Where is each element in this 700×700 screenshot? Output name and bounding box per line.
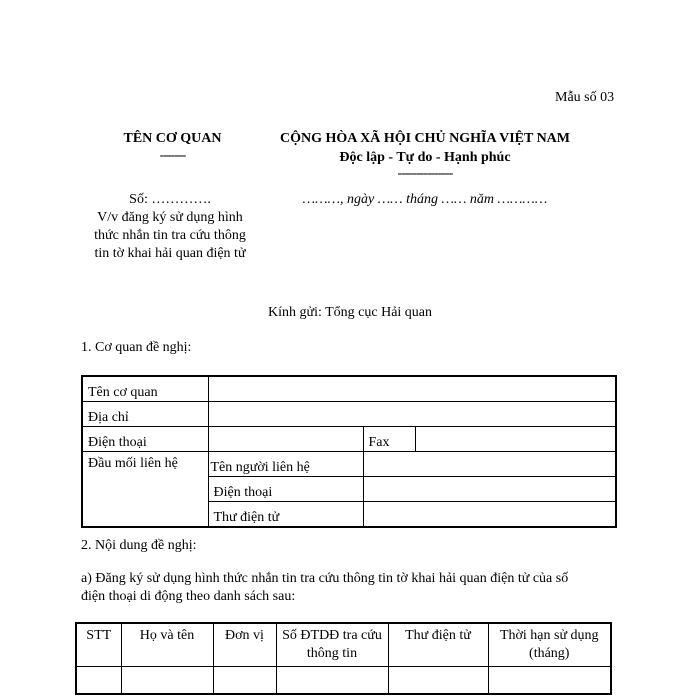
- contact-phone-value[interactable]: [363, 477, 616, 502]
- agency-name-value[interactable]: [208, 376, 616, 402]
- contact-label: Đầu mối liên hệ: [82, 452, 208, 528]
- contact-email-value[interactable]: [363, 502, 616, 528]
- cell-duration[interactable]: [488, 667, 611, 695]
- column-header-full-name: Họ và tên: [121, 623, 213, 667]
- column-header-duration: Thời hạn sử dụng (tháng): [488, 623, 611, 667]
- contact-name-label: Tên người liên hệ: [208, 452, 363, 477]
- phone-label: Điện thoại: [82, 427, 208, 452]
- place-date: ………, ngày …… tháng …… năm …………: [302, 192, 548, 207]
- national-motto: Độc lập - Tự do - Hạnh phúc: [339, 150, 511, 165]
- section-1-title: 1. Cơ quan đề nghị:: [81, 340, 192, 355]
- phone-list-table: [75, 622, 612, 695]
- cell-stt[interactable]: [76, 667, 121, 695]
- address-label: Địa chỉ: [82, 402, 208, 427]
- cell-full-name[interactable]: [121, 667, 213, 695]
- table-row: [76, 667, 611, 695]
- section-2-title: 2. Nội dung đề nghị:: [81, 538, 197, 553]
- column-header-stt: STT: [76, 623, 121, 667]
- phone-value[interactable]: [208, 427, 363, 452]
- table-row: [82, 376, 616, 402]
- cell-unit[interactable]: [213, 667, 276, 695]
- subject-line-2: thức nhắn tin tra cứu thông: [94, 228, 246, 243]
- salutation: Kính gửi: Tổng cục Hải quan: [267, 305, 433, 320]
- contact-email-label: Thư điện tử: [208, 502, 363, 528]
- contact-name-value[interactable]: [363, 452, 616, 477]
- fax-label: Fax: [363, 427, 415, 452]
- address-value[interactable]: [208, 402, 616, 427]
- request-paragraph-line-2: điện thoại di động theo danh sách sau:: [81, 589, 296, 604]
- form-number: Mẫu số 03: [555, 90, 615, 105]
- contact-phone-label: Điện thoại: [208, 477, 363, 502]
- agency-name-label: Tên cơ quan: [82, 376, 208, 402]
- table-row: [82, 452, 616, 477]
- column-header-email: Thư điện tử: [388, 623, 488, 667]
- cell-email[interactable]: [388, 667, 488, 695]
- agency-info-table: [81, 375, 617, 528]
- table-header-row: [76, 623, 611, 667]
- motto-rule: ---------------: [397, 166, 453, 181]
- cell-mobile-number[interactable]: [276, 667, 388, 695]
- agency-name: TÊN CƠ QUAN: [123, 131, 222, 146]
- column-header-mobile-number: Số ĐTDĐ tra cứu thông tin: [276, 623, 388, 667]
- subject-line-3: tin tờ khai hải quan điện tử: [94, 246, 246, 261]
- document-number: Số: ………….: [129, 192, 211, 207]
- subject-line-1: V/v đăng ký sử dụng hình: [97, 210, 243, 225]
- fax-value[interactable]: [415, 427, 616, 452]
- national-title: CỘNG HÒA XÃ HỘI CHỦ NGHĨA VIỆT NAM: [279, 131, 570, 146]
- table-row: [82, 427, 616, 452]
- agency-rule: -------: [159, 148, 186, 163]
- request-paragraph-line-1: a) Đăng ký sử dụng hình thức nhắn tin tra cứu thông tin tờ khai hải quan điện tử của số: [81, 571, 569, 586]
- table-row: [82, 402, 616, 427]
- column-header-unit: Đơn vị: [213, 623, 276, 667]
